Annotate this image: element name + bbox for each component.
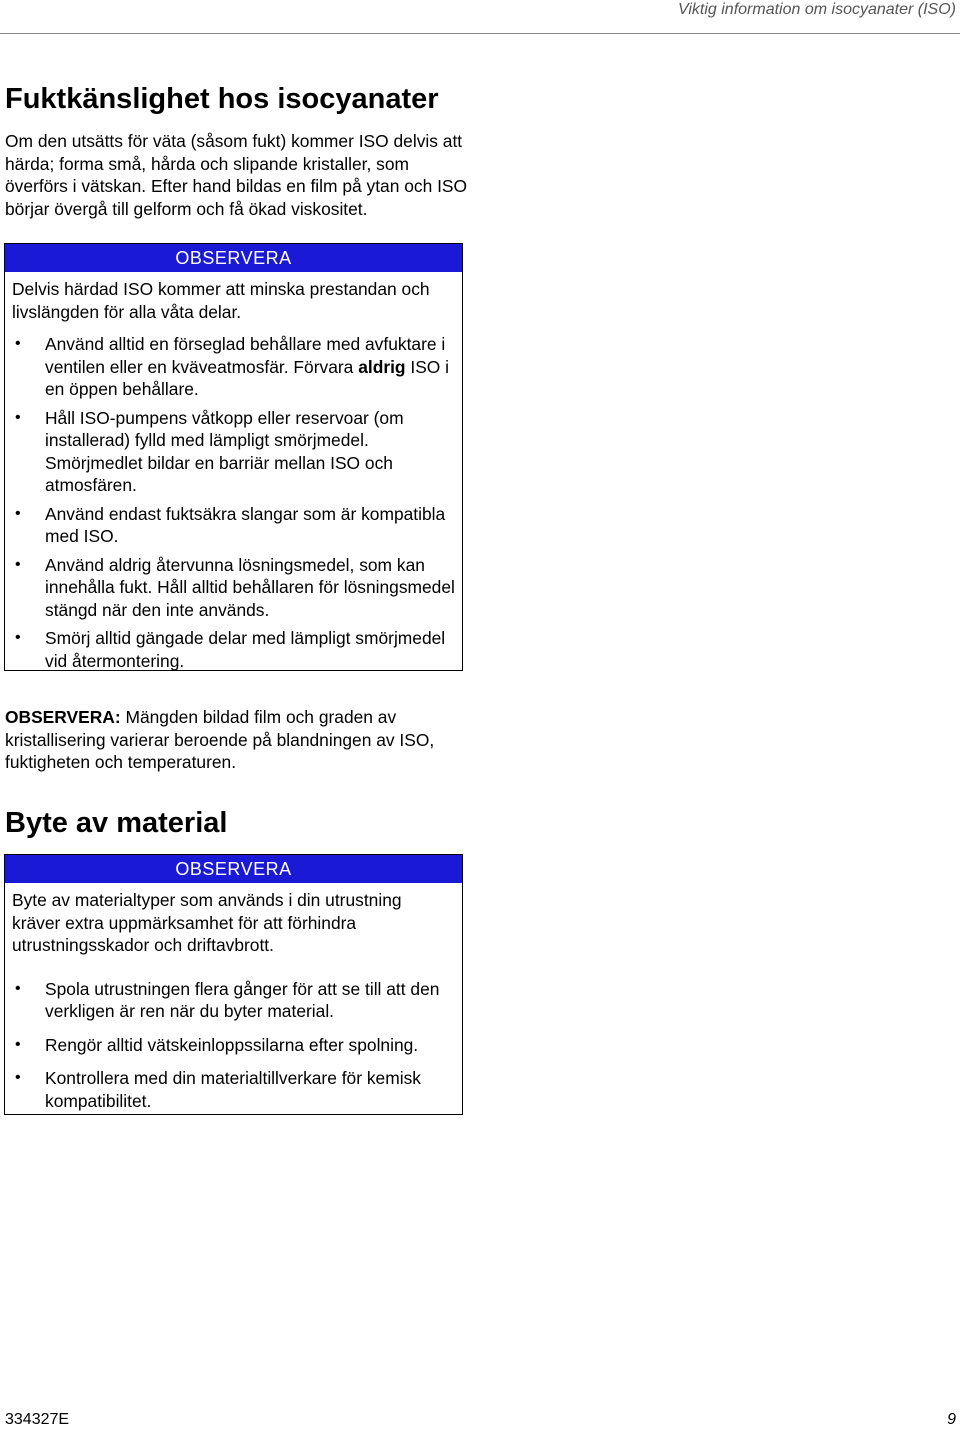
notice-bullet-list — [5, 978, 462, 1113]
list-item: • Använd aldrig återvunna lösningsmedel, som kan innehålla fukt. Håll alltid behållaren för lösningsmedel stängd när den inte används. — [15, 554, 455, 620]
list-item: • Använd endast fuktsäkra slangar som är kompatibla med ISO. — [15, 503, 446, 546]
bullet-icon: • — [15, 1035, 21, 1053]
list-item: • Spola utrustningen flera gånger för att se till att den verkligen är ren när du byter material. — [15, 978, 440, 1021]
bullet-icon: • — [15, 979, 21, 997]
bullet-icon: • — [15, 555, 21, 573]
bullet-icon: • — [15, 504, 21, 522]
notice-box-moisture — [4, 243, 463, 671]
header-divider — [0, 33, 960, 34]
list-item: • Rengör alltid vätskeinloppssilarna efter spolning. — [15, 1034, 419, 1055]
note-text: Mängden bildad film och graden av kristallisering varierar beroende på blandningen av ISO, fuktigheten och temperaturen. — [5, 707, 435, 772]
notice-text: Byte av materialtyper som används i din utrustning kräver extra uppmärksamhet för att förhindra utrustningsskador och driftavbrott. — [12, 890, 402, 955]
notice-bullet-list — [5, 333, 462, 672]
document-number: 334327E — [5, 1411, 70, 1428]
section-title-material-change: Byte av material — [5, 807, 228, 839]
bullet-icon: • — [15, 408, 21, 426]
running-header: Viktig information om isocyanater (ISO) — [677, 1, 956, 18]
bullet-icon: • — [15, 1069, 21, 1086]
list-item: • Använd alltid en förseglad behållare med avfuktare i ventilen eller en kväveatmosfär. Förvara aldrig ISO i en öppen behållare. — [15, 334, 450, 399]
note-label: OBSERVERA: — [5, 707, 121, 727]
page-number: 9 — [947, 1411, 956, 1428]
list-item: • Håll ISO-pumpens våtkopp eller reservoar (om installerad) fylld med lämpligt smörjmedel. Smörjmedlet bildar en barriär mellan ISO och atmosfären. — [15, 407, 404, 495]
bullet-icon: • — [15, 335, 21, 352]
notice-box-material — [4, 854, 463, 1115]
notice-heading: OBSERVERA — [5, 244, 462, 272]
list-item: • Kontrollera med din materialtillverkare för kemisk kompatibilitet. — [15, 1068, 421, 1111]
section-title-moisture: Fuktkänslighet hos isocyanater — [5, 83, 439, 115]
intro-paragraph: Om den utsätts för väta (såsom fukt) kommer ISO delvis att härda; forma små, hårda och slipande kristaller, som överförs i vätskan. Efter hand bildas en film på ytan och ISO börjar övergå till gelform och få ökad viskositet. — [5, 131, 468, 219]
list-item: • Smörj alltid gängade delar med lämpligt smörjmedel vid återmontering. — [15, 628, 446, 671]
notice-text: Delvis härdad ISO kommer att minska prestandan och livslängden för alla våta delar. — [12, 279, 430, 322]
bullet-icon: • — [15, 629, 21, 646]
observation-note — [5, 706, 475, 774]
notice-heading: OBSERVERA — [5, 855, 462, 883]
